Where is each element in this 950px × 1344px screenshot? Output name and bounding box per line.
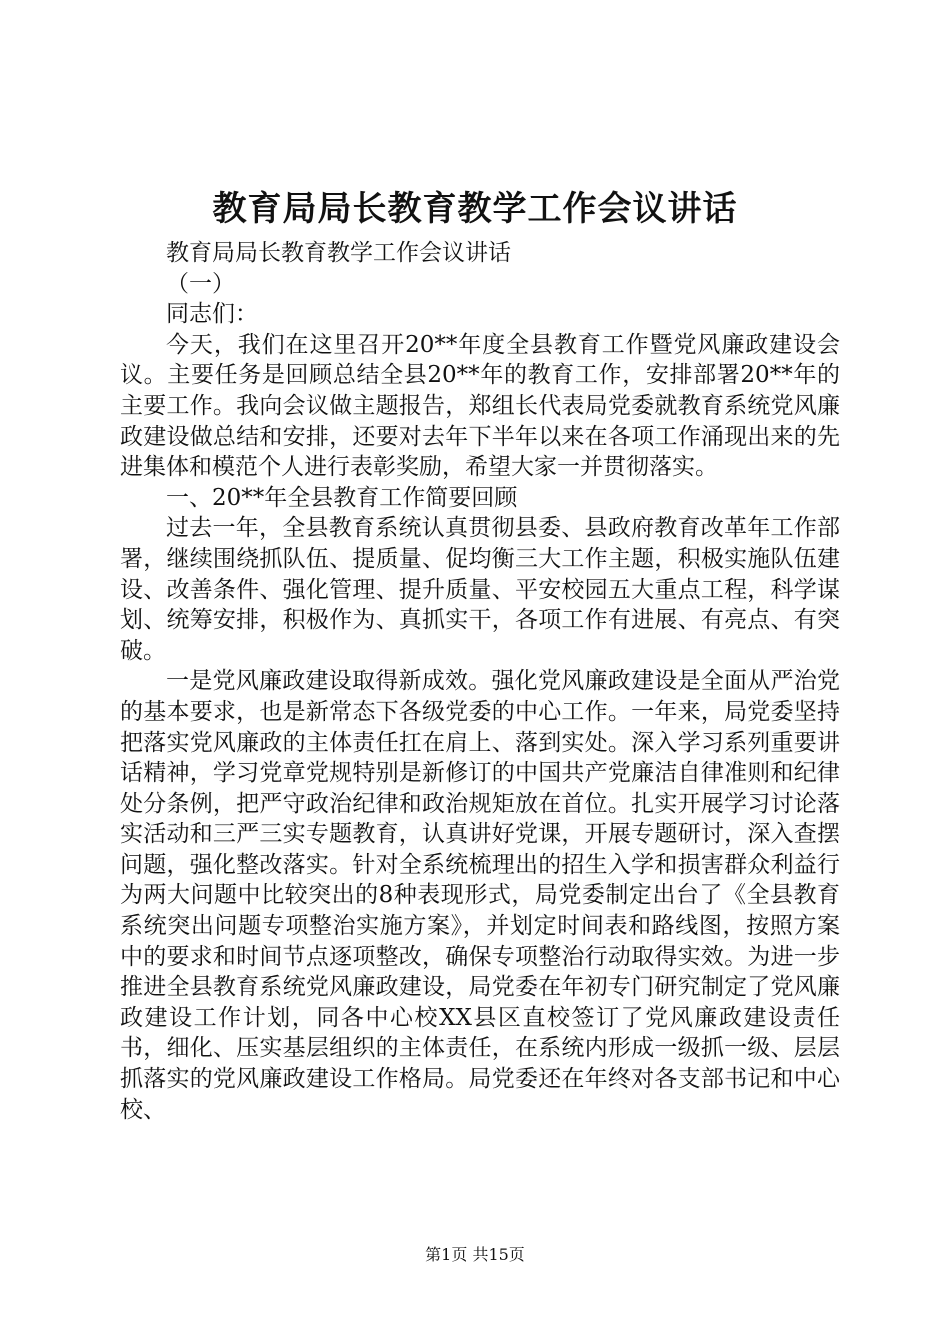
page-footer: 第1页 共15页 — [425, 1245, 525, 1264]
page-title: 教育局局长教育教学工作会议讲话 — [212, 189, 738, 229]
document-body — [120, 238, 840, 1125]
section-heading: 一、20**年全县教育工作简要回顾 — [166, 484, 518, 511]
body-paragraph: 今天，我们在这里召开20**年度全县教育工作暨党风廉政建设会议。主要任务是回顾总结全县20**年的教育工作，安排部署20**年的主要工作。我向会议做主题报告，郑组长代表局党委就教育系统党风廉政建设做总结和安排，还要对去年下半年以来在各项工作涌现出来的先进集体和模范个人进行表彰奖励，希望大家一并贯彻落实。 — [120, 331, 840, 481]
body-paragraph: 过去一年，全县教育系统认真贯彻县委、县政府教育改革年工作部署，继续围绕抓队伍、提质量、促均衡三大工作主题，积极实施队伍建设、改善条件、强化管理、提升质量、平安校园五大重点工程，科学谋划、统筹安排，积极作为、真抓实干，各项工作有进展、有亮点、有突破。 — [120, 515, 840, 664]
subtitle-paragraph: 教育局局长教育教学工作会议讲话 — [166, 240, 511, 266]
salutation: 同志们： — [166, 301, 258, 328]
body-paragraph: 一是党风廉政建设取得新成效。强化党风廉政建设是全面从严治党的基本要求，也是新常态下各级党委的中心工作。一年来，局党委坚持把落实党风廉政的主体责任扛在肩上、落到实处。深入学习系列重要讲话精神，学习党章党规特别是新修订的中国共产党廉洁自律准则和纪律处分条例，把严守政治纪律和政治规矩放在首位。扎实开展学习讨论落实活动和三严三实专题教育，认真讲好党课，开展专题研讨，深入查摆问题，强化整改落实。针对全系统梳理出的招生入学和损害群众利益行为两大问题中比较突出的8种表现形式，局党委制定出台了《全县教育系统突出问题专项整治实施方案》，并划定时间表和路线图，按照方案中的要求和时间节点逐项整改，确保专项整治行动取得实效。为进一步推进全县教育系统党风廉政建设，局党委在年初专门研究制定了党风廉政建设工作计划，同各中心校XX县区直校签订了党风廉政建设责任书，细化、压实基层组织的主体责任，在系统内形成一级抓一级、层层抓落实的党风廉政建设工作格局。局党委还在年终对各支部书记和中心校、 — [120, 668, 840, 1123]
section-number: （一） — [166, 270, 235, 297]
